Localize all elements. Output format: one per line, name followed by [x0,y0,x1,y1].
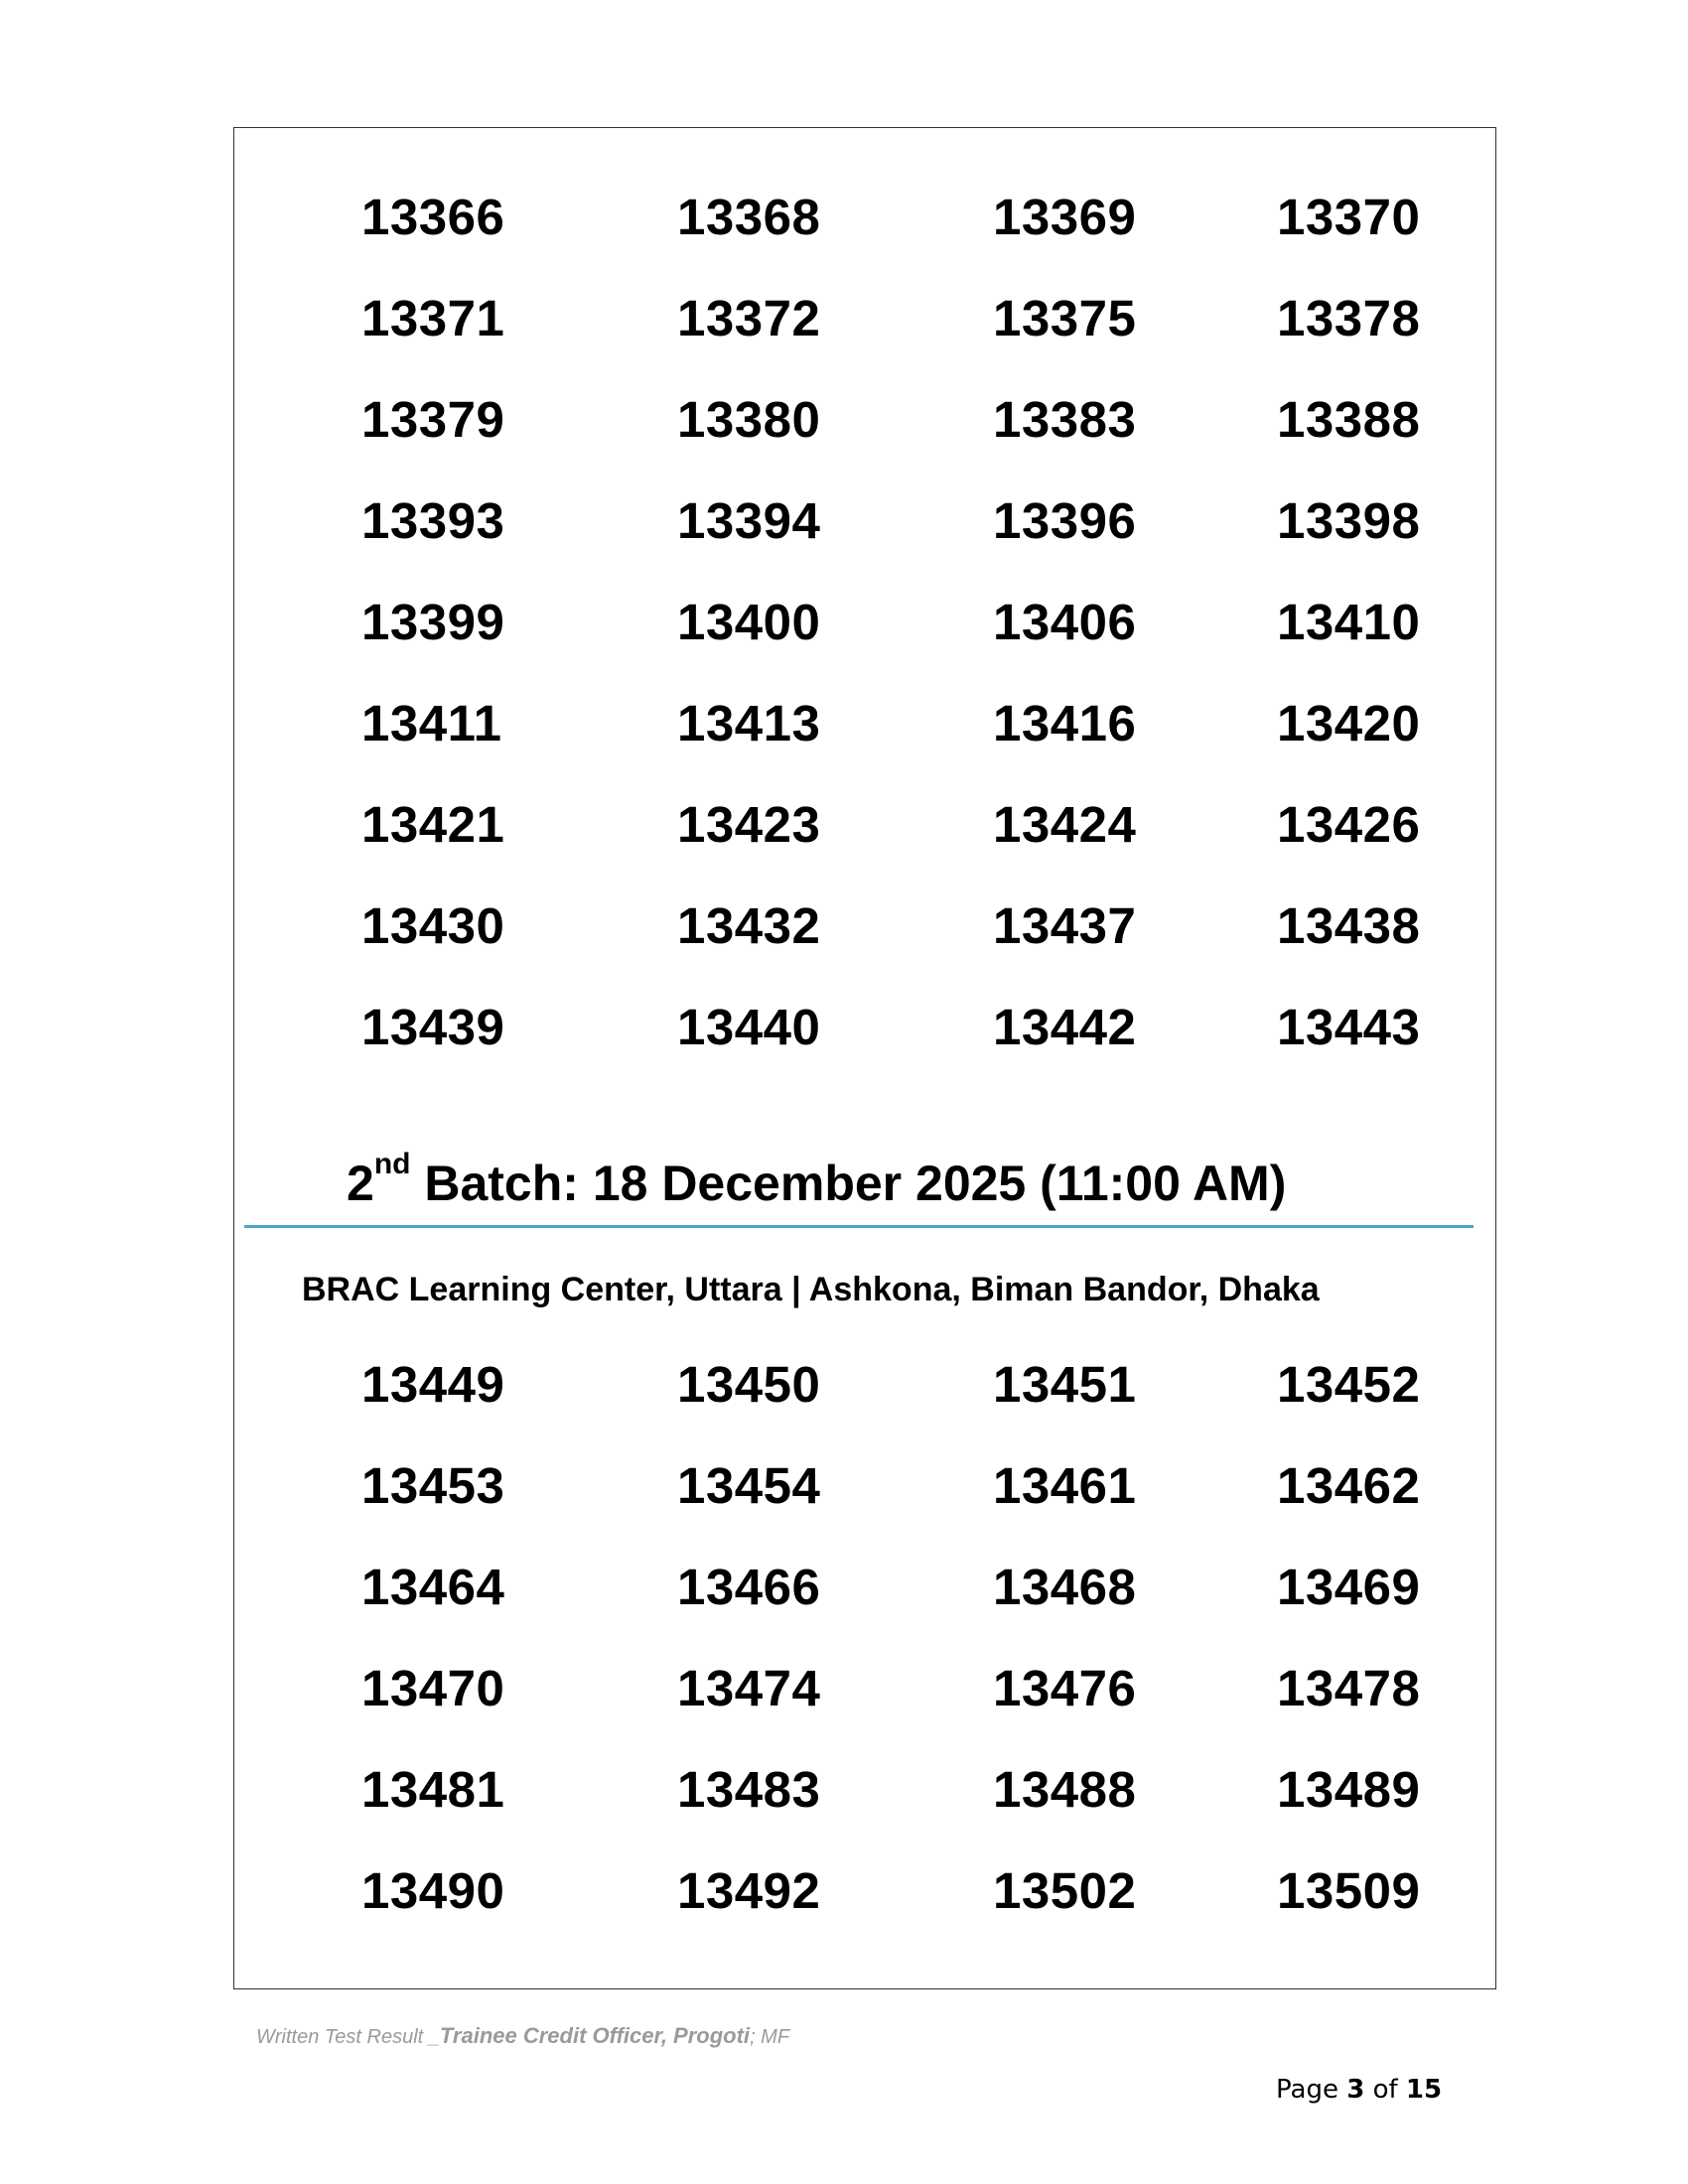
roll-row [234,694,1495,795]
roll-number: 13400 [677,594,821,650]
roll-row [234,188,1495,289]
roll-number: 13443 [1277,999,1421,1055]
roll-row [234,998,1495,1099]
batch2-ordinal-number: 2 [347,1156,374,1211]
roll-number: 13450 [677,1356,821,1413]
roll-row [234,1760,1495,1861]
roll-number: 13406 [993,594,1137,650]
roll-number: 13449 [361,1356,505,1413]
roll-number: 13420 [1277,695,1421,751]
roll-number: 13366 [361,189,505,245]
roll-number: 13410 [1277,594,1421,650]
roll-number: 13462 [1277,1457,1421,1514]
roll-number: 13426 [1277,796,1421,853]
roll-row [234,1456,1495,1558]
roll-number: 13372 [677,290,821,346]
roll-number: 13464 [361,1559,505,1615]
page-number [1276,2075,1442,2105]
roll-number: 13489 [1277,1761,1421,1818]
batch2-ordinal-suffix: nd [373,1148,411,1180]
roll-number: 13379 [361,391,505,448]
roll-number: 13396 [993,492,1137,549]
roll-number: 13509 [1277,1862,1421,1919]
roll-number: 13470 [361,1660,505,1716]
footer-note-position: Trainee Credit Officer, Progoti [439,2023,751,2048]
roll-number: 13424 [993,796,1137,853]
roll-row [234,390,1495,491]
roll-number: 13492 [677,1862,821,1919]
batch2-divider [244,1225,1474,1228]
roll-number: 13421 [361,796,505,853]
page-current: 3 [1346,2075,1365,2105]
batch2-title-text: Batch: 18 December 2025 (11:00 AM) [410,1156,1287,1211]
roll-number: 13394 [677,492,821,549]
roll-row [234,1558,1495,1659]
roll-number: 13399 [361,594,505,650]
roll-row [234,491,1495,593]
roll-number: 13502 [993,1862,1137,1919]
roll-number: 13466 [677,1559,821,1615]
roll-number: 13368 [677,189,821,245]
page-label: Page [1276,2075,1347,2105]
roll-number: 13453 [361,1457,505,1514]
result-frame [233,127,1496,1989]
roll-number: 13423 [677,796,821,853]
roll-row [234,1659,1495,1760]
roll-number: 13451 [993,1356,1137,1413]
roll-number: 13469 [1277,1559,1421,1615]
roll-number: 13411 [361,695,502,751]
roll-number: 13438 [1277,897,1421,954]
roll-number: 13483 [677,1761,821,1818]
roll-number: 13371 [361,290,505,346]
roll-number: 13380 [677,391,821,448]
roll-number: 13375 [993,290,1137,346]
roll-row [234,1355,1495,1456]
roll-number: 13398 [1277,492,1421,549]
roll-number: 13474 [677,1660,821,1716]
batch2-venue: BRAC Learning Center, Uttara | Ashkona, Biman Bandor, Dhaka [302,1271,1320,1308]
roll-row [234,896,1495,998]
page-of: of [1364,2075,1406,2105]
roll-number: 13488 [993,1761,1137,1818]
roll-number: 13393 [361,492,505,549]
page-total: 15 [1405,2075,1443,2105]
roll-number: 13369 [993,189,1137,245]
roll-number: 13437 [993,897,1137,954]
roll-number: 13383 [993,391,1137,448]
batch2-title [347,1148,1287,1213]
roll-number: 13442 [993,999,1137,1055]
roll-number: 13490 [361,1862,505,1919]
roll-number: 13378 [1277,290,1421,346]
roll-number: 13430 [361,897,505,954]
roll-number: 13478 [1277,1660,1421,1716]
footer-note [256,2023,789,2049]
roll-number: 13452 [1277,1356,1421,1413]
roll-number: 13388 [1277,391,1421,448]
roll-row [234,795,1495,896]
roll-number: 13432 [677,897,821,954]
roll-row [234,1861,1495,1963]
roll-number: 13454 [677,1457,821,1514]
roll-row [234,593,1495,694]
roll-number: 13370 [1277,189,1421,245]
roll-number: 13413 [677,695,821,751]
roll-number: 13476 [993,1660,1137,1716]
footer-note-suffix: ; MF [750,2026,790,2048]
roll-number: 13481 [361,1761,505,1818]
footer-note-prefix: Written Test Result _ [256,2026,440,2048]
roll-row [234,289,1495,390]
roll-number: 13416 [993,695,1137,751]
roll-number: 13461 [993,1457,1137,1514]
roll-number: 13468 [993,1559,1137,1615]
roll-number: 13440 [677,999,821,1055]
roll-number: 13439 [361,999,505,1055]
